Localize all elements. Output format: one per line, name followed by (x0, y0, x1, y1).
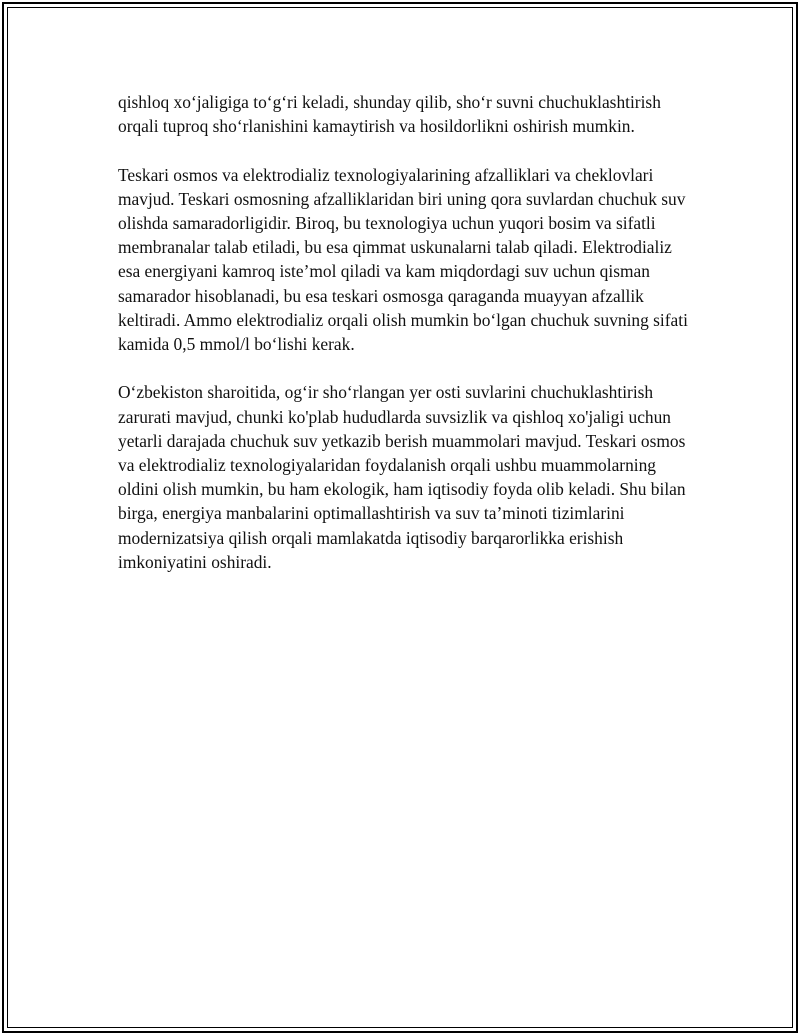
body-text (118, 90, 698, 598)
paragraph-1: qishloq xo‘jaligiga to‘g‘ri keladi, shunday qilib, sho‘r suvni chuchuklashtirish orqali tuproq sho‘rlanishini kamaytirish va hosildorlikni oshirish mumkin. (118, 92, 661, 137)
paragraph-3: O‘zbekiston sharoitida, og‘ir sho‘rlangan yer osti suvlarini chuchuklashtirish zarurati mavjud, chunki ko'plab hududlarda suvsizlik va qishloq xo'jaligi uchun yetarli darajada chuchuk suv yetkazib berish muammolari mavjud. Teskari osmos va elektrodializ texnologiyalaridan foydalanish orqali ushbu muammolarning oldini olish mumkin, bu ham ekologik, ham iqtisodiy foyda olib keladi. Shu bilan birga, energiya manbalarini optimallashtirish va suv ta’minoti tizimlarini modernizatsiya qilish orqali mamlakatda iqtisodiy barqarorlikka erishish imkoniyatini oshiradi. (118, 382, 686, 572)
paragraph-2: Teskari osmos va elektrodializ texnologiyalarining afzalliklari va cheklovlari mavjud. Teskari osmosning afzalliklaridan biri uning qora suvlardan chuchuk suv olishda samaradorligidir. Biroq, bu texnologiya uchun yuqori bosim va sifatli membranalar talab etiladi, bu esa qimmat uskunalarni talab qiladi. Elektrodializ esa energiyani kamroq iste’mol qiladi va kam miqdordagi suv uchun qisman samarador hisoblanadi, bu esa teskari osmosga qaraganda muayyan afzallik keltiradi. Ammo elektrodializ orqali olish mumkin bo‘lgan chuchuk suvning sifati kamida 0,5 mmol/l bo‘lishi kerak. (118, 164, 688, 355)
